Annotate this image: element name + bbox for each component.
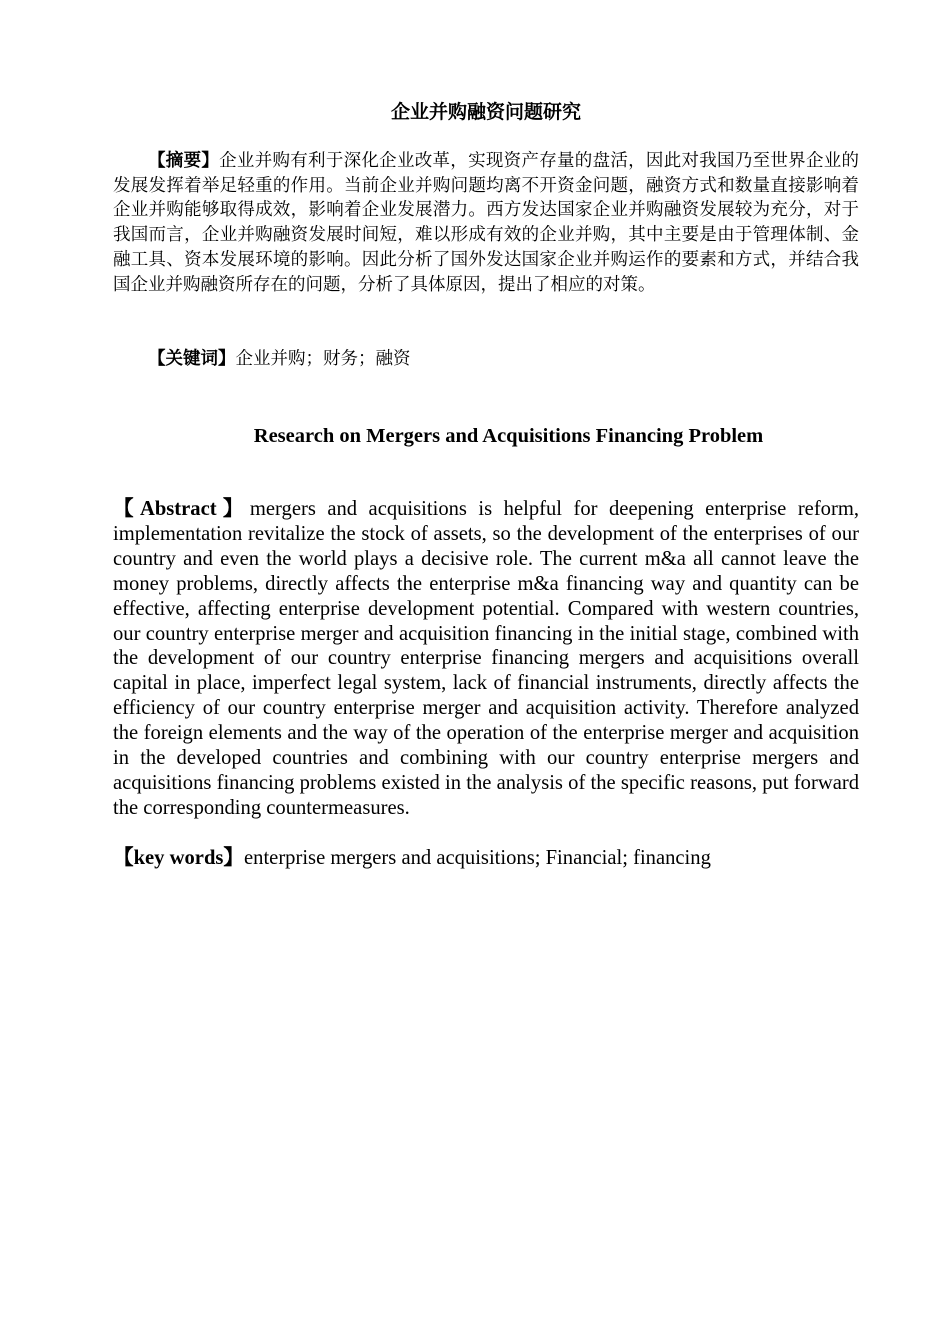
chinese-abstract-label: 【摘要】	[148, 151, 220, 171]
english-abstract-text: mergers and acquisitions is helpful for deepening enterprise reform, implementation revitalize the stock of assets, so the development of the enterprises of our country and even the world plays a decisive role. The current m&a all cannot leave the money problems, directly affects the enterprise m&a financing way and quantity can be effective, affecting enterprise development potential. Compared with western countries, our country enterprise merger and acquisition financing in the initial stage, combined with the development of our country enterprise financing mergers and acquisitions overall capital in place, imperfect legal system, lack of financial instruments, directly affects the efficiency of our country enterprise merger and acquisition activity. Therefore analyzed the foreign elements and the way of the operation of the enterprise merger and acquisition in the developed countries and combining with our country enterprise mergers and acquisitions financing problems existed in the analysis of the specific reasons, put forward the corresponding countermeasures.	[113, 498, 859, 819]
english-abstract-label: 【Abstract】	[113, 498, 250, 520]
english-title: Research on Mergers and Acquisitions Financing Problem	[253, 425, 764, 447]
chinese-keywords-text: 企业并购；财务；融资	[235, 349, 411, 369]
chinese-keywords-label: 【关键词】	[148, 349, 236, 369]
english-keywords	[113, 846, 859, 871]
english-keywords-text: enterprise mergers and acquisitions; Financial; financing	[244, 847, 711, 869]
english-abstract	[113, 497, 859, 821]
chinese-keywords	[113, 347, 859, 372]
chinese-abstract	[113, 149, 859, 297]
chinese-title: 企业并购融资问题研究	[390, 101, 581, 123]
chinese-abstract-text: 企业并购有利于深化企业改革，实现资产存量的盘活，因此对我国乃至世界企业的发展发挥着举足轻重的作用。当前企业并购问题均离不开资金问题，融资方式和数量直接影响着企业并购能够取得成效，影响着企业发展潜力。西方发达国家企业并购融资发展较为充分，对于我国而言，企业并购融资发展时间短，难以形成有效的企业并购，其中主要是由于管理体制、金融工具、资本发展环境的影响。因此分析了国外发达国家企业并购运作的要素和方式，并结合我国企业并购融资所存在的问题，分析了具体原因，提出了相应的对策。	[113, 151, 860, 295]
english-keywords-label: 【key words】	[113, 847, 245, 869]
